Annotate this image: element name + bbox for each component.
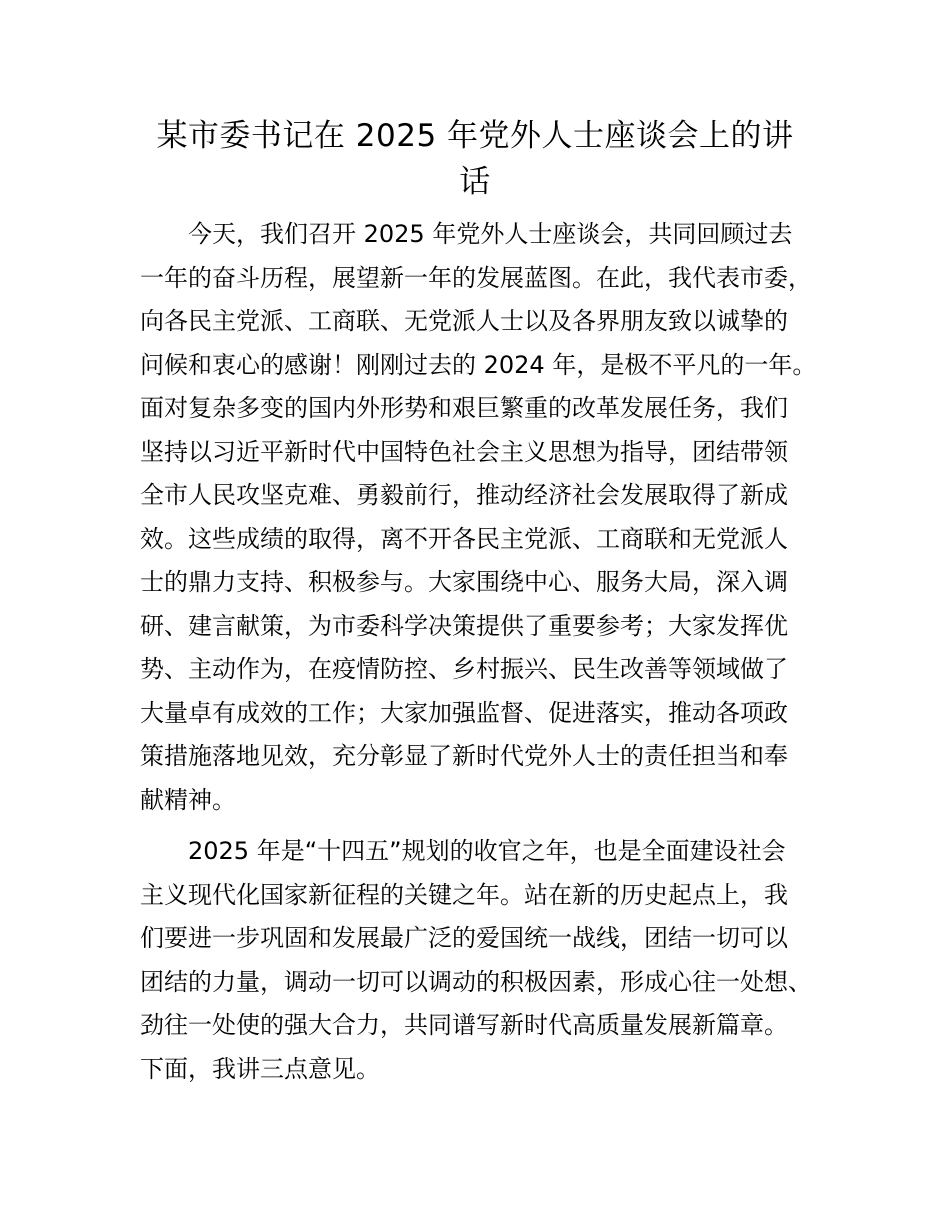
text-line: 们要进一步巩固和发展最广泛的爱国统一战线，团结一切可以 (140, 924, 788, 952)
text-line: 向各民主党派、工商联、无党派人士以及各界朋友致以诚挚的 (140, 307, 788, 335)
text-line: 势、主动作为，在疫情防控、乡村振兴、民生改善等领域做了 (140, 655, 788, 683)
text-line: 坚持以习近平新时代中国特色社会主义思想为指导，团结带领 (140, 437, 788, 466)
text-line: 士的鼎力支持、积极参与。大家围绕中心、服务大局，深入调 (140, 568, 788, 596)
text-line: 大量卓有成效的工作；大家加强监督、促进落实，推动各项政 (140, 698, 788, 727)
title-line: 话 (459, 164, 491, 200)
body-paragraph-1 (140, 213, 840, 822)
text-line: 今天，我们召开 2025 年党外人士座谈会，共同回顾过去 (188, 220, 793, 248)
text-line: 团结的力量，调动一切可以调动的积极因素，形成心往一处想、 (140, 967, 812, 996)
text-line: 劲往一处使的强大合力，共同谱写新时代高质量发展新篇章。 (140, 1011, 788, 1039)
page-title (140, 113, 810, 205)
text-line: 研、建言献策，为市委科学决策提供了重要参考；大家发挥优 (140, 611, 788, 640)
text-line: 全市人民攻坚克难、勇毅前行，推动经济社会发展取得了新成 (140, 481, 788, 509)
text-line: 效。这些成绩的取得，离不开各民主党派、工商联和无党派人 (140, 524, 788, 553)
body-paragraph-2 (140, 830, 840, 1091)
text-line: 主义现代化国家新征程的关键之年。站在新的历史起点上，我 (140, 880, 788, 909)
text-line: 献精神。 (140, 785, 236, 814)
text-line: 问候和衷心的感谢！刚刚过去的 2024 年，是极不平凡的一年。 (140, 350, 817, 379)
text-line: 2025 年是“十四五”规划的收官之年，也是全面建设社会 (188, 837, 786, 865)
title-line: 某市委书记在 2025 年党外人士座谈会上的讲 (156, 118, 794, 154)
text-line: 下面，我讲三点意见。 (140, 1054, 380, 1083)
text-line: 一年的奋斗历程，展望新一年的发展蓝图。在此，我代表市委， (140, 263, 812, 292)
text-line: 策措施落地见效，充分彰显了新时代党外人士的责任担当和奉 (140, 742, 788, 770)
text-line: 面对复杂多变的国内外形势和艰巨繁重的改革发展任务，我们 (140, 394, 788, 422)
